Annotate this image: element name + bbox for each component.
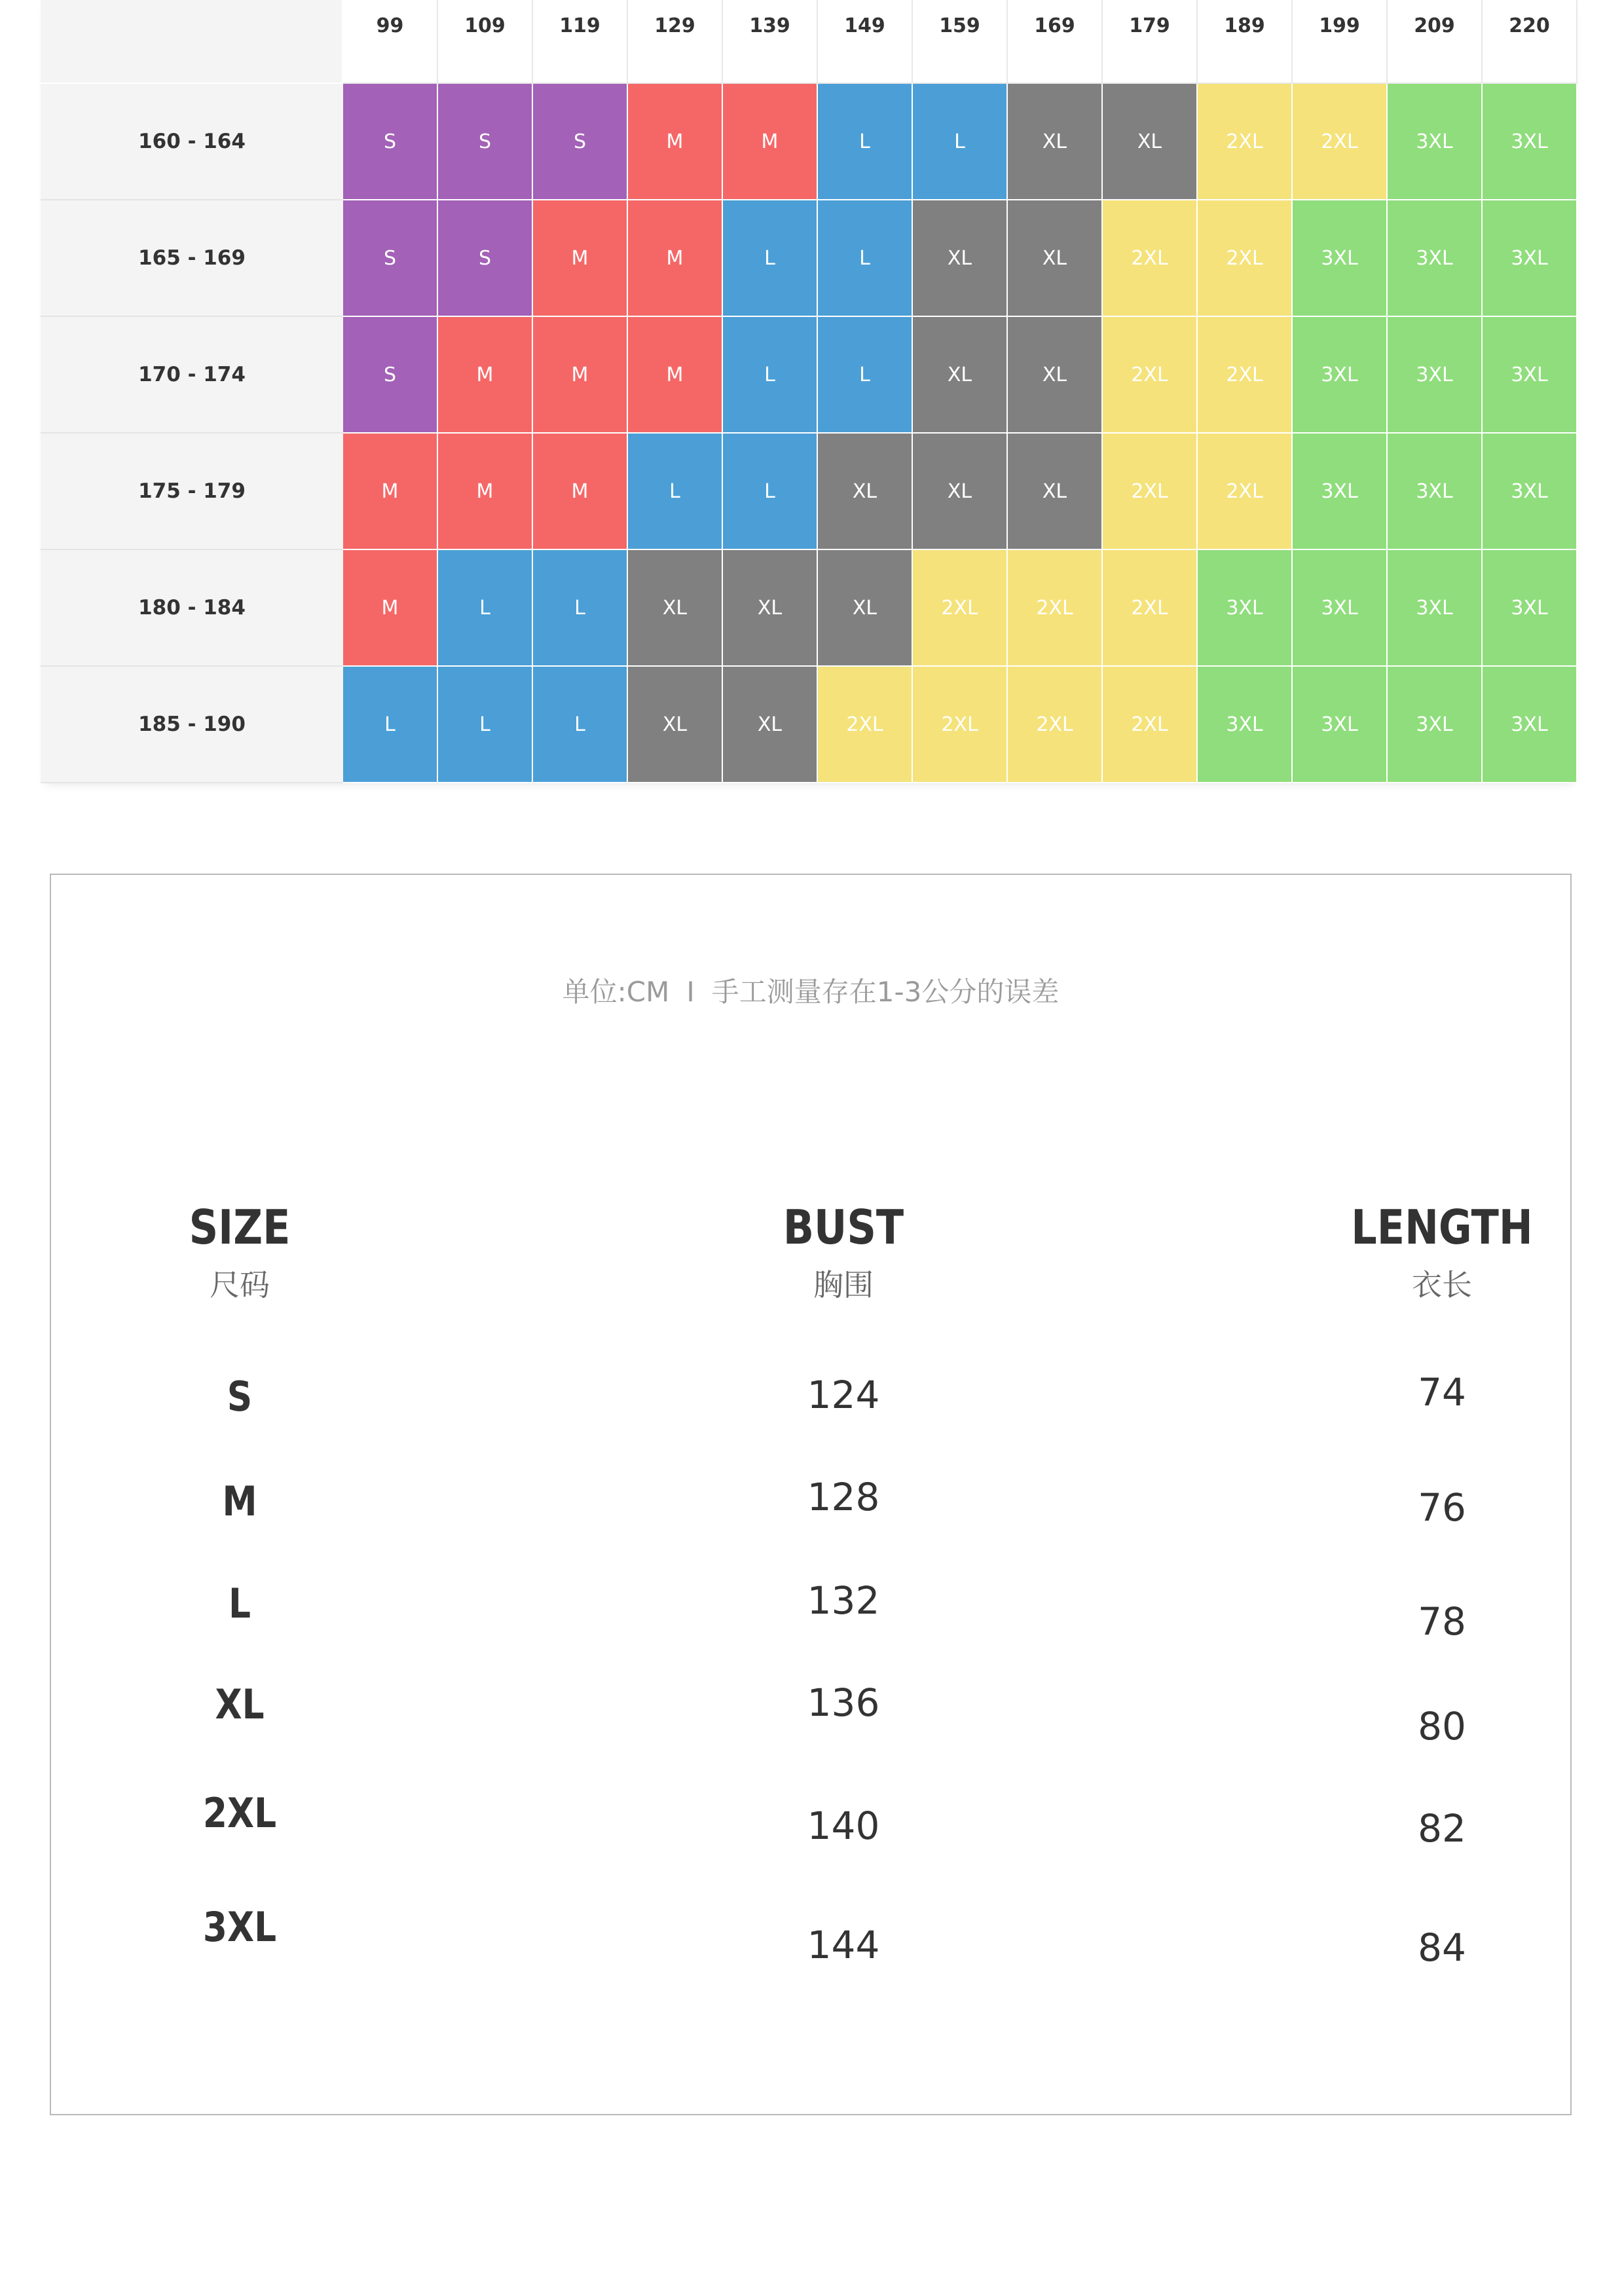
size-cell: L xyxy=(628,434,723,550)
size-cell: M xyxy=(438,317,533,434)
weight-header: 99 xyxy=(343,0,438,84)
size-cell: M xyxy=(533,317,628,434)
size-cell: 3XL xyxy=(1483,550,1578,667)
size-cell: L xyxy=(913,84,1008,200)
size-cell: L xyxy=(723,434,818,550)
size-cell: XL xyxy=(913,317,1008,434)
bust-value: 144 xyxy=(807,1923,880,1967)
column-header: LENGTH xyxy=(1351,1200,1533,1255)
size-cell: L xyxy=(438,550,533,667)
size-cell: 3XL xyxy=(1293,434,1388,550)
height-header: 185 - 190 xyxy=(41,667,343,783)
size-cell: XL xyxy=(913,200,1008,317)
size-cell: XL xyxy=(1008,84,1103,200)
size-cell: 2XL xyxy=(913,550,1008,667)
size-cell: XL xyxy=(723,667,818,783)
size-cell: M xyxy=(533,200,628,317)
bust-value: 136 xyxy=(807,1680,880,1725)
size-cell: L xyxy=(533,667,628,783)
size-value: S xyxy=(227,1373,253,1420)
weight-header: 220 xyxy=(1483,0,1578,84)
size-cell: 3XL xyxy=(1483,84,1578,200)
size-cell: M xyxy=(438,434,533,550)
size-cell: XL xyxy=(723,550,818,667)
column-header-cn: 尺码 xyxy=(210,1267,270,1303)
bust-value: 124 xyxy=(807,1373,880,1417)
size-cell: 2XL xyxy=(1103,434,1198,550)
weight-header: 159 xyxy=(913,0,1008,84)
size-cell: 2XL xyxy=(1103,200,1198,317)
size-cell: XL xyxy=(1103,84,1198,200)
size-cell: S xyxy=(343,84,438,200)
size-cell: M xyxy=(343,434,438,550)
size-cell: L xyxy=(818,200,913,317)
size-cell: M xyxy=(343,550,438,667)
size-cell: L xyxy=(533,550,628,667)
size-cell: L xyxy=(818,84,913,200)
size-cell: 2XL xyxy=(1103,317,1198,434)
bust-value: 132 xyxy=(807,1578,880,1623)
size-chart-grid xyxy=(41,0,1578,783)
size-value: XL xyxy=(215,1680,265,1728)
column-header-cn: 衣长 xyxy=(1412,1267,1472,1303)
length-value: 74 xyxy=(1418,1370,1466,1415)
size-cell: 2XL xyxy=(1008,667,1103,783)
size-cell: 2XL xyxy=(1198,434,1293,550)
height-header: 180 - 184 xyxy=(41,550,343,667)
size-value: 2XL xyxy=(202,1789,277,1837)
size-cell: 2XL xyxy=(1103,667,1198,783)
size-cell: 3XL xyxy=(1388,550,1483,667)
size-cell: S xyxy=(438,200,533,317)
size-cell: S xyxy=(343,317,438,434)
size-cell: 2XL xyxy=(818,667,913,783)
measurement-error-note: 手工测量存在1-3公分的误差 xyxy=(711,976,1060,1008)
measurement-table xyxy=(50,874,1572,2115)
size-value: M xyxy=(222,1477,257,1525)
size-cell: 3XL xyxy=(1293,550,1388,667)
bust-value: 140 xyxy=(807,1804,880,1848)
size-cell: XL xyxy=(913,434,1008,550)
weight-header: 169 xyxy=(1008,0,1103,84)
weight-header: 179 xyxy=(1103,0,1198,84)
size-cell: 3XL xyxy=(1483,434,1578,550)
size-cell: XL xyxy=(818,550,913,667)
size-cell: M xyxy=(533,434,628,550)
size-cell: XL xyxy=(1008,200,1103,317)
size-cell: 3XL xyxy=(1483,200,1578,317)
size-cell: L xyxy=(723,317,818,434)
length-value: 80 xyxy=(1418,1704,1466,1749)
size-cell: L xyxy=(343,667,438,783)
size-cell: 2XL xyxy=(1293,84,1388,200)
size-cell: 3XL xyxy=(1198,667,1293,783)
height-header: 175 - 179 xyxy=(41,434,343,550)
size-cell: M xyxy=(628,84,723,200)
size-cell: 3XL xyxy=(1388,200,1483,317)
size-cell: 2XL xyxy=(1103,550,1198,667)
column-header: SIZE xyxy=(189,1200,291,1255)
column-header-cn: 胸围 xyxy=(813,1267,874,1303)
unit-label: 单位:CM xyxy=(562,976,670,1008)
weight-header: 209 xyxy=(1388,0,1483,84)
size-cell: XL xyxy=(818,434,913,550)
size-cell: 3XL xyxy=(1198,550,1293,667)
length-value: 78 xyxy=(1418,1599,1466,1644)
size-cell: 3XL xyxy=(1388,84,1483,200)
size-cell: S xyxy=(438,84,533,200)
measurement-table-body xyxy=(51,875,1570,2114)
weight-header: 139 xyxy=(723,0,818,84)
size-value: L xyxy=(229,1580,251,1627)
size-cell: 2XL xyxy=(1198,200,1293,317)
size-cell: XL xyxy=(1008,434,1103,550)
size-cell: M xyxy=(628,317,723,434)
size-cell: XL xyxy=(628,550,723,667)
size-cell: 3XL xyxy=(1388,317,1483,434)
size-cell: M xyxy=(723,84,818,200)
size-cell: M xyxy=(628,200,723,317)
weight-header: 129 xyxy=(628,0,723,84)
size-cell: L xyxy=(818,317,913,434)
weight-header: 109 xyxy=(438,0,533,84)
height-header: 170 - 174 xyxy=(41,317,343,434)
grid-corner xyxy=(41,0,343,84)
size-cell: 3XL xyxy=(1293,667,1388,783)
weight-header: 119 xyxy=(533,0,628,84)
size-cell: 3XL xyxy=(1483,667,1578,783)
size-cell: 2XL xyxy=(1198,84,1293,200)
height-header: 160 - 164 xyxy=(41,84,343,200)
column-header: BUST xyxy=(783,1200,904,1255)
size-value: 3XL xyxy=(202,1903,277,1951)
weight-header: 199 xyxy=(1293,0,1388,84)
size-cell: 2XL xyxy=(913,667,1008,783)
size-cell: XL xyxy=(628,667,723,783)
size-cell: XL xyxy=(1008,317,1103,434)
size-cell: S xyxy=(343,200,438,317)
size-cell: 2XL xyxy=(1008,550,1103,667)
weight-header: 149 xyxy=(818,0,913,84)
length-value: 84 xyxy=(1418,1925,1466,1970)
length-value: 82 xyxy=(1418,1806,1466,1851)
size-cell: L xyxy=(438,667,533,783)
size-cell: 3XL xyxy=(1483,317,1578,434)
weight-header: 189 xyxy=(1198,0,1293,84)
size-cell: L xyxy=(723,200,818,317)
note-separator: I xyxy=(686,976,695,1008)
size-cell: 3XL xyxy=(1388,667,1483,783)
size-cell: 3XL xyxy=(1293,200,1388,317)
bust-value: 128 xyxy=(807,1475,880,1519)
size-cell: 2XL xyxy=(1198,317,1293,434)
size-cell: S xyxy=(533,84,628,200)
height-header: 165 - 169 xyxy=(41,200,343,317)
size-cell: 3XL xyxy=(1388,434,1483,550)
size-cell: 3XL xyxy=(1293,317,1388,434)
length-value: 76 xyxy=(1418,1485,1466,1530)
